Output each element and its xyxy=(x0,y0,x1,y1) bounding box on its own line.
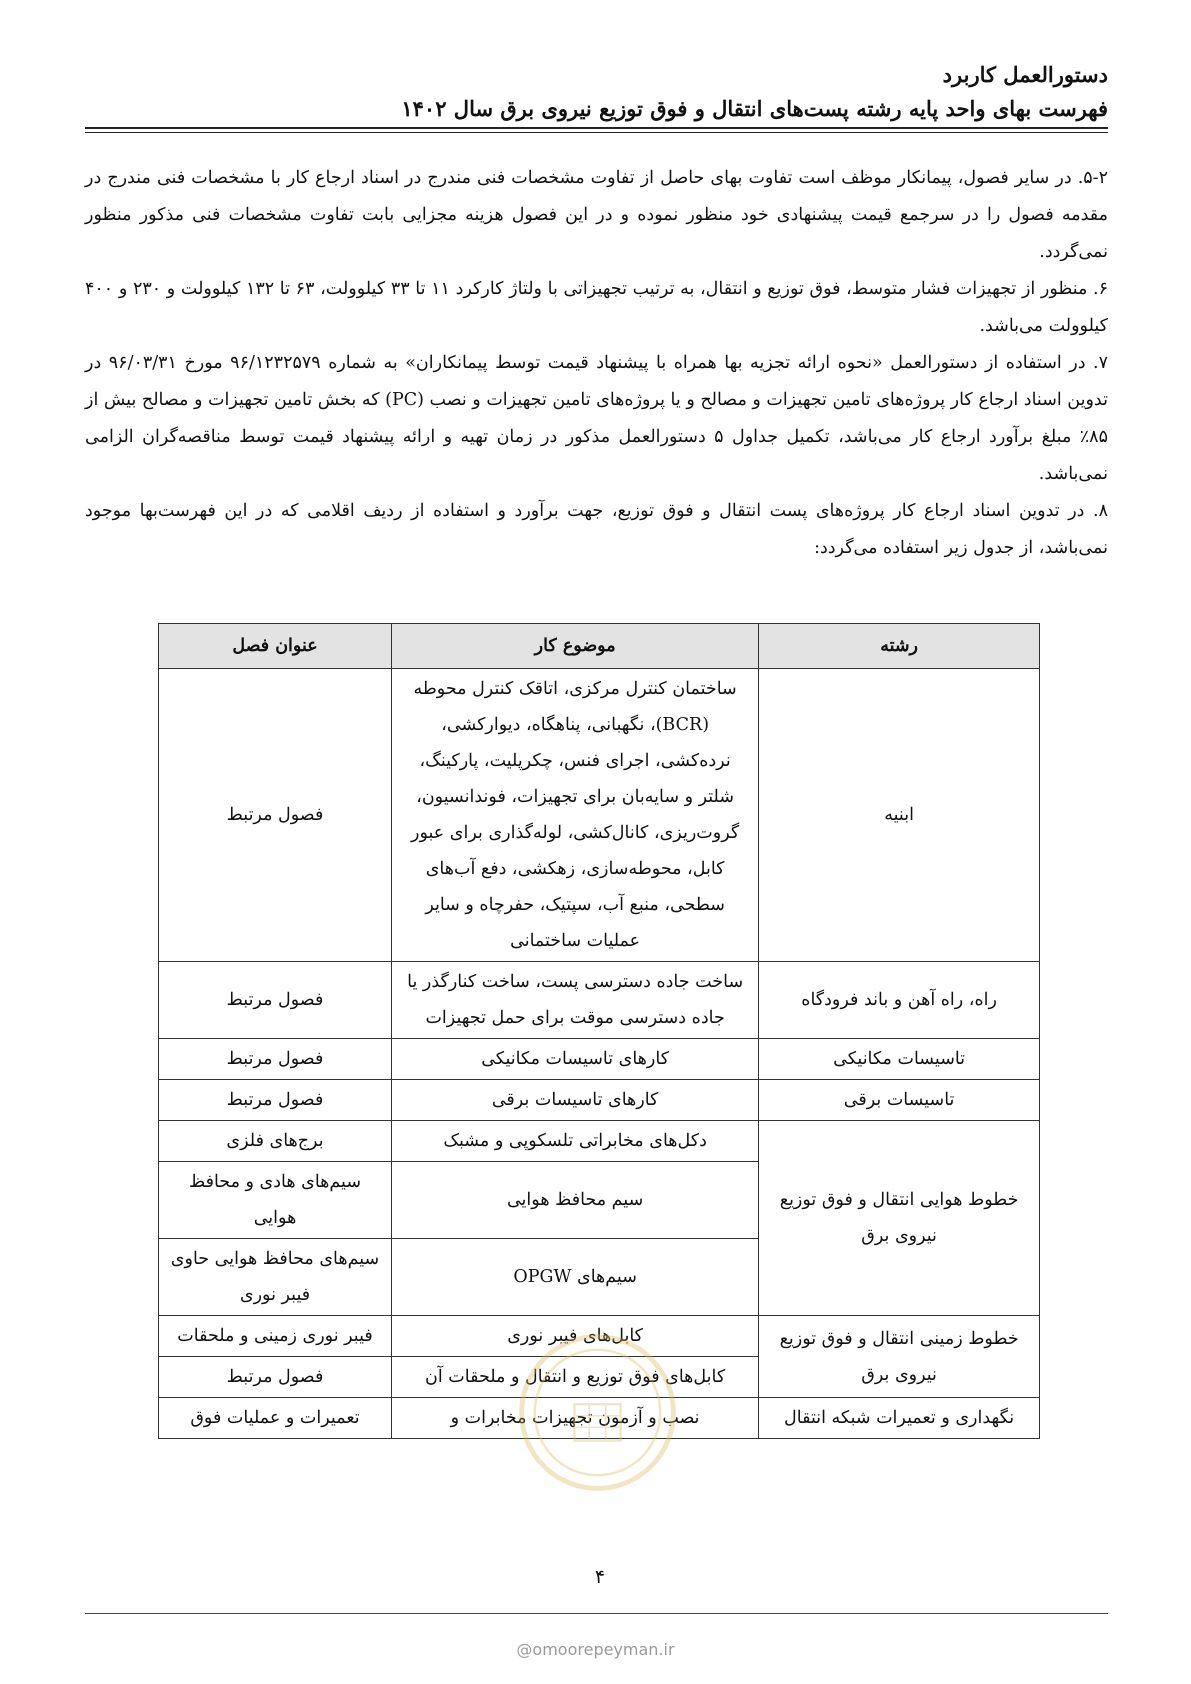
watermark-seal-icon xyxy=(515,1330,680,1495)
paragraph-7: ۷. در استفاده از دستورالعمل «نحوه ارائه تجزیه بها همراه با پیشنهاد قیمت توسط پیمانکاران» به شماره ۹۶/۱۲۳۲۵۷۹ مورخ ۹۶/۰۳/۳۱ در تدوین اسناد ارجاع کار پروژه‌های تامین تجهیزات و مصالح و یا پروژه‌های تامین تجهیزات و نصب (PC) که بخش تامین تجهیزات و مصالح بیش از ۸۵٪ مبلغ برآورد ارجاع کار می‌باشد، تکمیل جداول ۵ دستورالعمل مذکور در زمان تهیه و ارائه پیشنهاد قیمت توسط مناقصه‌گران الزامی نمی‌باشد. xyxy=(85,353,1108,484)
cell-chapter: برج‌های فلزی xyxy=(159,1121,392,1162)
page-number: ۴ xyxy=(594,1566,606,1588)
cell-subject: سیم محافظ هوایی xyxy=(392,1162,759,1239)
cell-chapter: فصول مرتبط xyxy=(159,1357,392,1398)
header-field: رشته xyxy=(759,624,1040,669)
paragraph-5-2: ۵-۲. در سایر فصول، پیمانکار موظف است تفاوت بهای حاصل از تفاوت مشخصات فنی مندرج در اسناد ارجاع کار با مشخصات فنی مندرج در مقدمه فصول را در سرجمع قیمت پیشنهادی خود منظور نموده و در این فصول هزینه مجزایی بابت تفاوت مشخصات فنی مذکور منظور نمی‌گردد. xyxy=(85,168,1108,262)
table-row xyxy=(159,1080,1040,1121)
cell-chapter: فصول مرتبط xyxy=(159,1080,392,1121)
cell-chapter: سیم‌های محافظ هوایی حاوی فیبر نوری xyxy=(159,1239,392,1316)
cell-subject: کارهای تاسیسات مکانیکی xyxy=(392,1039,759,1080)
cell-chapter: فصول مرتبط xyxy=(159,669,392,962)
cell-chapter: فیبر نوری زمینی و ملحقات xyxy=(159,1316,392,1357)
cell-field: ابنیه xyxy=(759,669,1040,962)
header-chapter: عنوان فصل xyxy=(159,624,392,669)
cell-chapter: فصول مرتبط xyxy=(159,962,392,1039)
watermark-url: @omoorepeyman.ir xyxy=(516,1640,675,1659)
cell-subject: کارهای تاسیسات برقی xyxy=(392,1080,759,1121)
table-row xyxy=(159,669,1040,962)
header-subject: موضوع کار xyxy=(392,624,759,669)
cell-subject: کابل‌های فوق توزیع و انتقال و ملحقات آن xyxy=(392,1357,759,1398)
work-reference-table xyxy=(158,623,1040,1439)
table-row xyxy=(159,1121,1040,1162)
cell-subject: دکل‌های مخابراتی تلسکوپی و مشبک xyxy=(392,1121,759,1162)
cell-chapter: فصول مرتبط xyxy=(159,1039,392,1080)
header-rule-thin xyxy=(85,132,1108,133)
document-header xyxy=(85,58,1108,126)
cell-field: تاسیسات برقی xyxy=(759,1080,1040,1121)
cell-subject: نصب و آزمون تجهیزات مخابرات و xyxy=(392,1398,759,1439)
cell-chapter: تعمیرات و عملیات فوق xyxy=(159,1398,392,1439)
header-subtitle: فهرست بهای واحد پایه رشته پست‌های انتقال و فوق توزیع نیروی برق سال ۱۴۰۲ xyxy=(401,96,1108,121)
paragraph-6: ۶. منظور از تجهیزات فشار متوسط، فوق توزیع و انتقال، به ترتیب تجهیزاتی با ولتاژ کارکرد ۱۱ تا ۳۳ کیلوولت، ۶۳ تا ۱۳۲ کیلوولت و ۲۳۰ و ۴۰۰ کیلوولت می‌باشد. xyxy=(85,279,1109,336)
footer-rule xyxy=(85,1613,1108,1614)
paragraph-8: ۸. در تدوین اسناد ارجاع کار پروژه‌های پست انتقال و فوق توزیع، جهت برآورد و استفاده از ردیف اقلامی که در این فهرست‌بها موجود نمی‌باشد، از جدول زیر استفاده می‌گردد: xyxy=(85,501,1108,558)
cell-subject: ساختمان کنترل مرکزی، اتاقک کنترل محوطه (BCR)، نگهبانی، پناهگاه، دیوارکشی، نرده‌کشی، اجرای فنس، چکرپلیت، پارکینگ، شلتر و سایه‌بان برای تجهیزات، فوندانسیون، گروت‌ریزی، کانال‌کشی، لوله‌گذاری برای عبور کابل، محوطه‌سازی، زهکشی، دفع آب‌های سطحی، منبع آب، سپتیک، حفرچاه و سایر عملیات ساختمانی xyxy=(392,669,759,962)
cell-subject: کابل‌های فیبر نوری xyxy=(392,1316,759,1357)
cell-field: نگهداری و تعمیرات شبکه انتقال xyxy=(759,1398,1040,1439)
cell-subject: سیم‌های OPGW xyxy=(392,1239,759,1316)
table-header-row xyxy=(159,624,1040,669)
cell-field-overhead-lines: خطوط هوایی انتقال و فوق توزیع نیروی برق xyxy=(759,1121,1040,1316)
header-rule xyxy=(85,127,1108,129)
table-row xyxy=(159,1039,1040,1080)
header-title: دستورالعمل کاربرد xyxy=(942,62,1108,87)
cell-field-underground-lines: خطوط زمینی انتقال و فوق توزیع نیروی برق xyxy=(759,1316,1040,1398)
body-text xyxy=(85,160,1108,567)
cell-chapter: سیم‌های هادی و محافظ هوایی xyxy=(159,1162,392,1239)
cell-field: تاسیسات مکانیکی xyxy=(759,1039,1040,1080)
table-row xyxy=(159,962,1040,1039)
cell-field: راه، راه آهن و باند فرودگاه xyxy=(759,962,1040,1039)
cell-subject: ساخت جاده دسترسی پست، ساخت کنارگذر یا جاده دسترسی موقت برای حمل تجهیزات xyxy=(392,962,759,1039)
